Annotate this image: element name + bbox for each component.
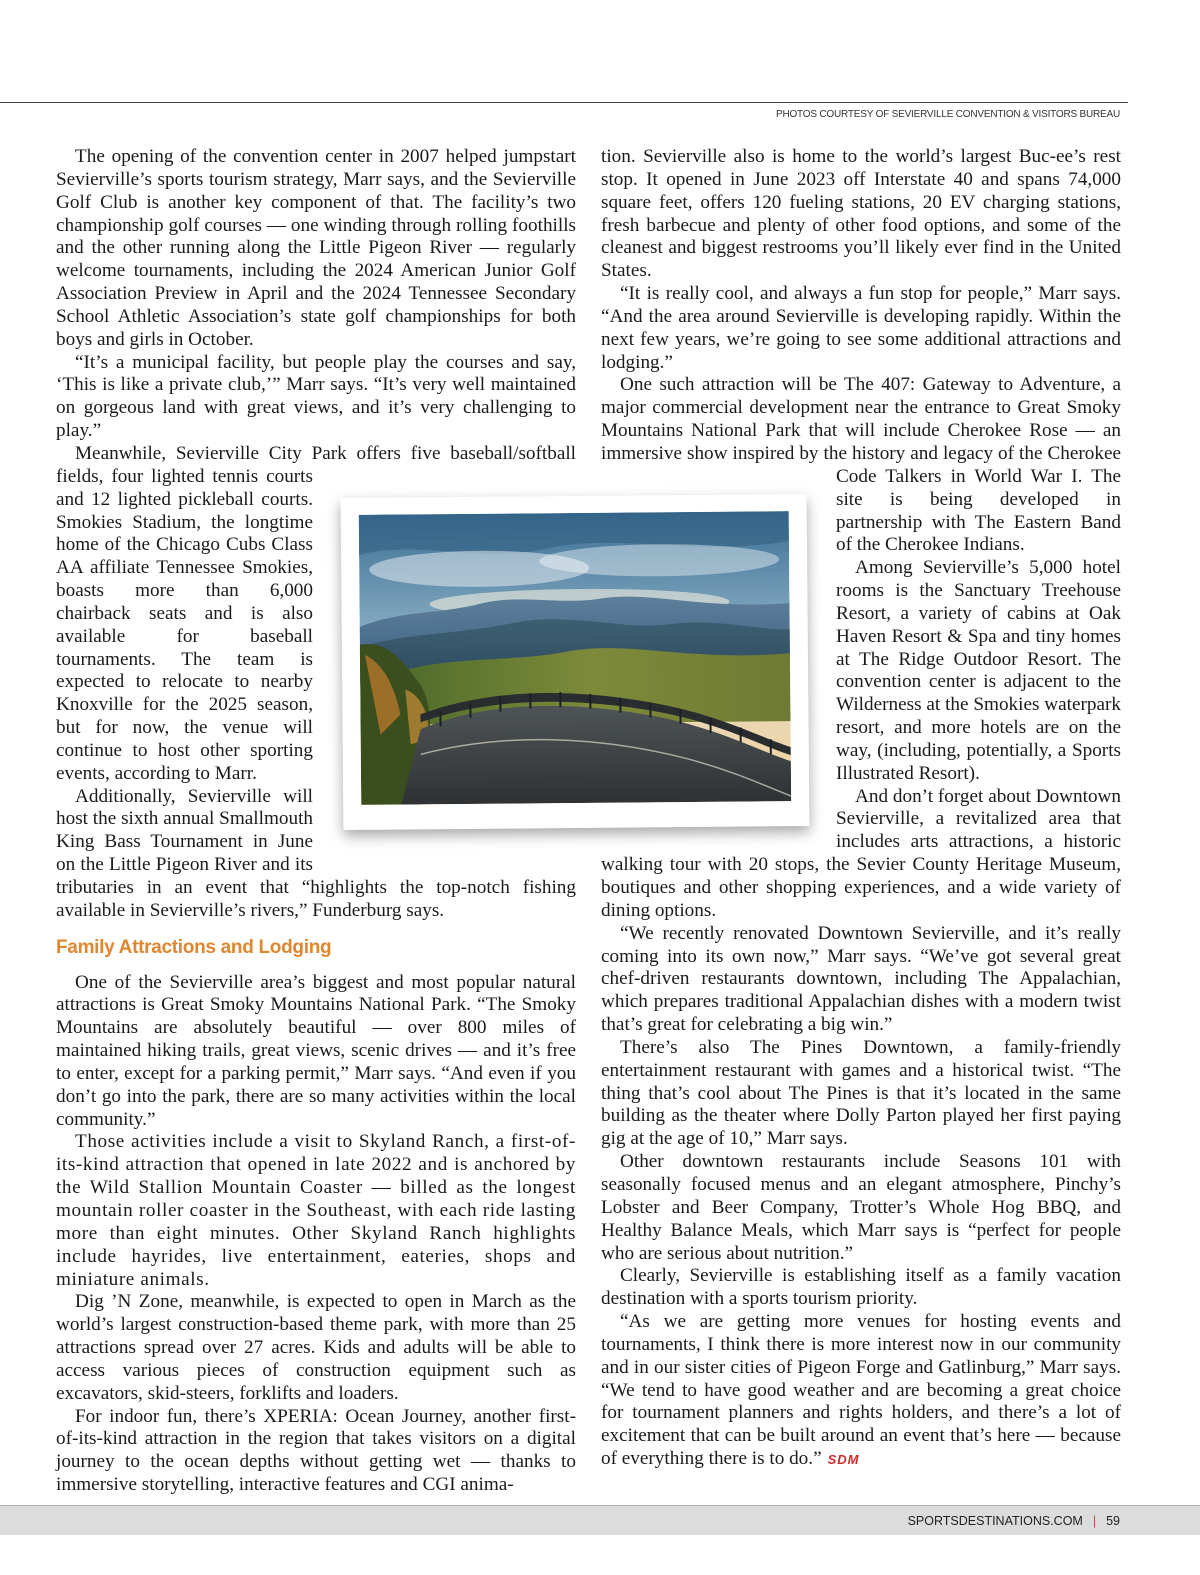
paragraph: There’s also The Pines Downtown, a family-friendly entertainment restaurant with games and a historical twist. “The thing that’s cool about The Pines is that it’s located in the same building as the theater where Dolly Parton played her first paying gig at the age of 10,” Marr says. [601, 1036, 1121, 1150]
paragraph: “We recently renovated Downtown Sevierville, and it’s really coming into its own now,” Marr says. “We’ve got several great chef-driven restaurants downtown, including The Appalachian, which prepares traditional Appalachian dishes with a modern twist that’s great for celebrating a big win.” [601, 922, 1121, 1036]
paragraph: Those activities include a visit to Skyland Ranch, a first-of-its-kind attraction that opened in late 2022 and is anchored by the Wild Stallion Mountain Coaster — billed as the longest mountain roller coaster in the Southeast, with each ride lasting more than eight minutes. Other Skyland Ranch highlights include hayrides, live entertainment, eateries, shops and miniature animals. [56, 1131, 576, 1290]
photo-credit: PHOTOS COURTESY OF SEVIERVILLE CONVENTION & VISITORS BUREAU [775, 109, 1120, 120]
paragraph: “It is really cool, and always a fun stop for people,” Marr says. “And the area around Sevierville is developing rapidly. Within the next few years, we’re going to see some additional attractions and lodging.” [601, 283, 1121, 373]
paragraph: One of the Sevierville area’s biggest and most popular natural attractions is Great Smoky Mountains National Park. “The Smoky Mountains are absolutely beautiful — over 800 miles of maintained hiking trails, great views, scenic drives — and it’s free to enter, except for a parking permit,” Marr says. “And even if you don’t go into the park, there are so many activities within the local community.” [56, 971, 576, 1130]
paragraph: For indoor fun, there’s XPERIA: Ocean Journey, another first-of-its-kind attraction in the region that takes visitors on a digital journey to the ocean depths without getting wet — thanks to immersive storytelling, interactive features and CGI anima- [56, 1405, 576, 1496]
section-heading: Family Attractions and Lodging [56, 936, 332, 958]
mountain-road-photo [341, 494, 810, 830]
paragraph: The opening of the convention center in 2007 helped jumpstart Sevierville’s sports tourism strategy, Marr says, and the Sevierville Golf Club is another key component of that. The facility’s two championship golf courses — one winding through rolling foothills and the other running along the Little Pigeon River — regularly welcome tournaments, including the 2024 American Junior Golf Association Preview in April and the 2024 Tennessee Secondary School Athletic Association’s state golf championships for both boys and girls in October. [56, 146, 576, 350]
paragraph-text: “As we are getting more venues for hosting events and tournaments, I think there is more interest now in our community and in our sister cities of Pigeon Forge and Gatlinburg,” Marr says. “We tend to have good weather and are becoming a great choice for tournament planners and rights holders, and there’s a lot of excitement that can be built around an event that’s here — because of everything there is to do.” [601, 1311, 1121, 1470]
paragraph: Dig ’N Zone, meanwhile, is expected to open in March as the world’s largest construction-based theme park, with more than 25 attractions spread over 27 acres. Kids and adults will be able to access various pieces of construction equipment such as excavators, skid-steers, forklifts and loaders. [56, 1291, 576, 1404]
paragraph: “It’s a municipal facility, but people play the courses and say, ‘This is like a private club,’” Marr says. “It’s very well maintained on gorgeous land with great views, and it’s very challenging to play.” [56, 351, 576, 442]
paragraph: tion. Sevierville also is home to the world’s largest Buc-ee’s rest stop. It opened in June 2023 off Interstate 40 and spans 74,000 square feet, offers 120 fueling stations, 20 EV charging stations, fresh barbecue and plenty of other food options, and some of the cleanest and biggest restrooms you’ll likely ever find in the United States. [601, 146, 1121, 282]
paragraph: Meanwhile, Sevierville City Park offers five baseball/softball fields, four lighted tennis courts and 12 lighted pickleball courts. Smokies Stadium, the longtime home of the Chicago Cubs Class AA affiliate Tennessee Smokies, boasts more than 6,000 chairback seats and is also available for baseball tournaments. The team is expected to relocate to nearby Knoxville for the 2025 season, but for now, the venue will continue to host other sporting events, according to Marr. [56, 442, 576, 784]
paragraph: Among Sevierville’s 5,000 hotel rooms is the Sanctuary Treehouse Resort, a variety of cabins at Oak Haven Resort & Spa and tiny homes at The Ridge Outdoor Resort. The convention center is adjacent to the Wilderness at the Smokies waterpark resort, and more hotels are on the way, (including, potentially, a Sports Illustrated Resort). [836, 557, 1121, 784]
footer-site: SPORTSDESTINATIONS.COM [907, 1514, 1083, 1528]
paragraph: One such attraction will be The 407: Gateway to Adventure, a major commercial development near the entrance to Great Smoky Mountains National Park that will include Cherokee Rose — an immersive show inspired by the history and legacy of the Cherokee Code Talkers in World War I. The site is being developed in partnership with The Eastern Band of the Cherokee Indians. [601, 374, 1121, 556]
paragraph [601, 1311, 1121, 1472]
paragraph: And don’t forget about Downtown Sevierville, a revitalized area that includes arts attractions, a historic walking tour with 20 stops, the Sevier County Heritage Museum, boutiques and other shopping experiences, and a wide variety of dining options. [601, 785, 1121, 921]
header-rule [0, 102, 1128, 103]
page-number: 59 [1106, 1514, 1120, 1528]
footer-separator: | [1092, 1514, 1097, 1528]
paragraph: Clearly, Sevierville is establishing itself as a family vacation destination with a sports tourism priority. [601, 1265, 1121, 1310]
paragraph: Additionally, Sevierville will host the sixth annual Smallmouth King Bass Tournament in June on the Little Pigeon River and its tributaries in an event that “highlights the top-notch fishing available in Sevierville’s rivers,” Funderburg says. [56, 785, 576, 921]
paragraph: Other downtown restaurants include Seasons 101 with seasonally focused menus and an elegant atmosphere, Pinchy’s Lobster and Beer Company, Trotter’s Whole Hog BBQ, and Healthy Balance Meals, which Marr says is “perfect for people who are serious about nutrition.” [601, 1151, 1121, 1264]
page-footer [908, 1514, 1120, 1528]
sdm-end-mark: SDM [827, 1452, 860, 1468]
mountain-landscape-image [359, 511, 792, 805]
